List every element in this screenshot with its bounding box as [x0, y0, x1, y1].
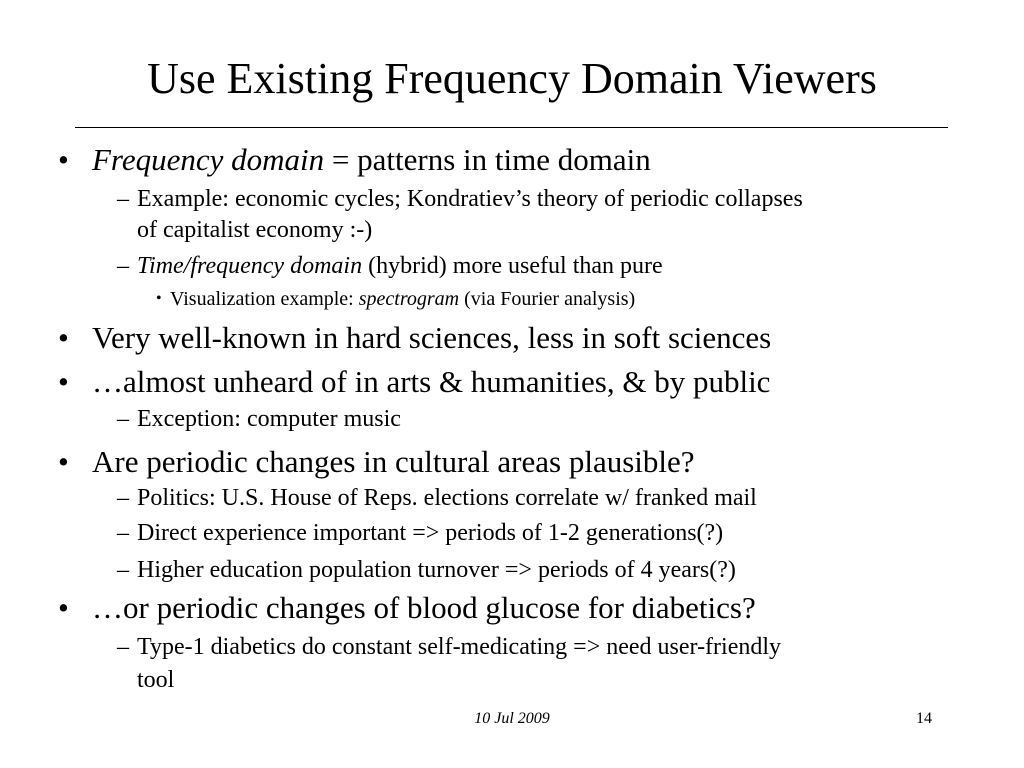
subbullet-text: (hybrid) more useful than pure — [362, 253, 663, 279]
text: (via Fourier analysis) — [459, 288, 636, 310]
dash-marker: – — [117, 557, 129, 583]
dash-marker: – — [117, 186, 129, 212]
subbullet-exception: Exception: computer music — [137, 406, 401, 432]
bullet-marker: • — [58, 142, 69, 177]
subbullet-direct-experience: Direct experience important => periods of 1-2 generations(?) — [137, 520, 724, 546]
subbullet-higher-education: Higher education population turnover => periods of 4 years(?) — [137, 557, 736, 583]
subbullet-italic: Time/frequency domain — [137, 253, 363, 279]
page-number: 14 — [916, 710, 932, 727]
subbullet-type1-diabetics: Type-1 diabetics do constant self-medicating => need user-friendly — [137, 634, 782, 660]
bullet-italic: Frequency domain — [92, 142, 325, 177]
subbullet-politics: Politics: U.S. House of Reps. elections correlate w/ franked mail — [137, 485, 757, 511]
bullet-blood-glucose: …or periodic changes of blood glucose for diabetics? — [92, 590, 756, 625]
dash-marker: – — [117, 485, 129, 511]
bullet-arts-humanities: …almost unheard of in arts & humanities, & by public — [92, 364, 771, 399]
title-divider — [75, 127, 948, 128]
subbullet-type1-diabetics-cont: tool — [137, 667, 175, 693]
subsubbullet-spectrogram — [170, 287, 635, 311]
bullet-hard-sciences: Very well-known in hard sciences, less in soft sciences — [92, 320, 772, 355]
bullet-marker: • — [58, 444, 69, 479]
bullet-frequency-domain — [92, 142, 651, 178]
slide-title: Use Existing Frequency Domain Viewers — [147, 54, 877, 103]
subbullet-example-cont: of capitalist economy :-) — [137, 217, 373, 243]
bullet-marker: • — [58, 590, 69, 625]
dash-marker: – — [117, 406, 129, 432]
text: Visualization example: — [170, 288, 359, 310]
dash-marker: – — [117, 253, 129, 279]
dash-marker: – — [117, 634, 129, 660]
small-bullet-marker: • — [156, 290, 162, 307]
bullet-text: = patterns in time domain — [324, 142, 651, 177]
bullet-marker: • — [58, 364, 69, 399]
bullet-marker: • — [58, 320, 69, 355]
subbullet-time-frequency — [137, 251, 663, 281]
bullet-periodic-cultural: Are periodic changes in cultural areas plausible? — [92, 444, 695, 479]
italic-text: spectrogram — [358, 288, 460, 310]
subbullet-example: Example: economic cycles; Kondratiev’s theory of periodic collapses — [137, 186, 803, 212]
footer-date: 10 Jul 2009 — [474, 710, 550, 727]
dash-marker: – — [117, 520, 129, 546]
